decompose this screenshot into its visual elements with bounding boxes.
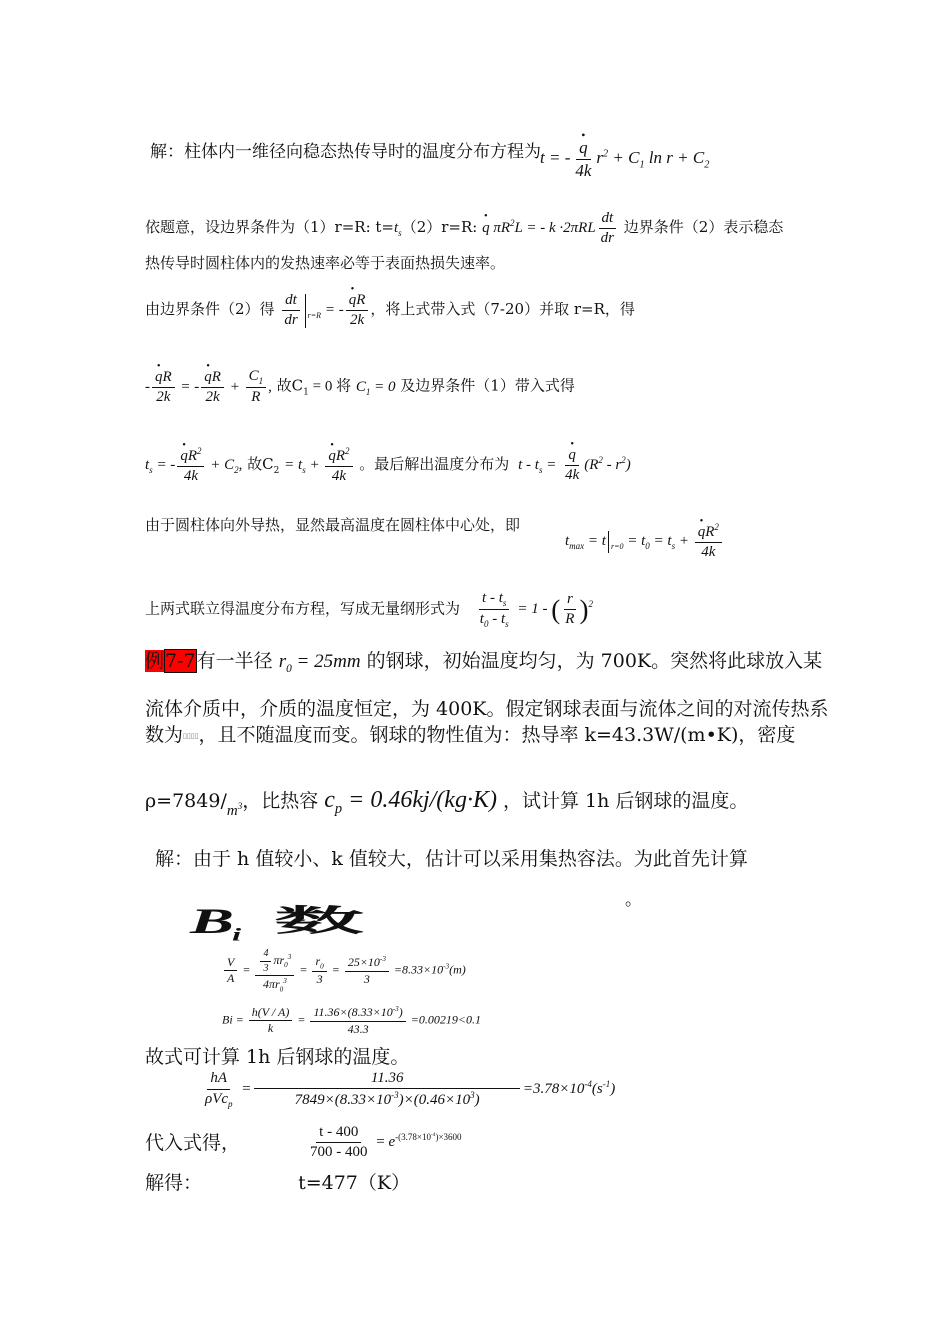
c1-text: 故C (276, 376, 304, 395)
substitute-text: ，将上式带入式（7-20）并取 r=R，得 (370, 300, 635, 319)
example-tag (145, 650, 197, 672)
substitution-label-line (145, 1132, 240, 1155)
bc-explanation-line (145, 254, 505, 272)
ha-result: =3.78×10 (522, 1081, 585, 1098)
example-line-4: $\rho=7849/_{m^3}$，比热容 $c_p = 0.46kj/(kg\cdot K)$ ，试计算 1h 后钢球的温度。 (145, 787, 749, 819)
biot-denominator: 43.3 (347, 1021, 369, 1036)
bc-equation: • q $\pi R^2L$ = - k ·2πRL $\frac{dt}{dr}$ (482, 220, 619, 236)
max-temp-text: 由于圆柱体向外导热，显然最高温度在圆柱体中心处，即 (145, 516, 521, 534)
biot-letter: B (190, 900, 233, 942)
final-solution-text: 。最后解出温度分布为 (359, 455, 510, 474)
biot-result: =0.00219<0.1 (410, 1012, 481, 1027)
boundary-condition-line: 依题意，设边界条件为（1）r=R: $t=t_s(2)r=R$: • q $\pi R^2L$ = - k ·2πRL $\frac{dt}{dr}$ 边界条件（2）表示稳态 (145, 210, 783, 248)
after-text: 故式可计算 1h 后钢球的温度。 (145, 1046, 410, 1068)
biot-symbol (190, 899, 239, 946)
max-temp-line (145, 516, 520, 534)
sub-denominator: 700 - 400 (310, 1144, 368, 1161)
after-text-line (145, 1046, 409, 1069)
radius-expression: $r_0 = 25mm$ (278, 651, 361, 675)
heat-capacity-equation: $c_p = 0.46kj/(kg\cdot K)$ (324, 787, 497, 817)
va-unit: (m) (449, 962, 466, 977)
ha-denominator: 7849×(8.33×10 (294, 1092, 392, 1109)
example-tag-label: 例 (145, 650, 165, 672)
max-temp-equation: $t_{max} = t$ $_{r=0} = t_0 = t_s$ + • $\frac{qR^2}{4k}$ (565, 522, 724, 562)
heat-capacity-label: ，比热容 (242, 790, 319, 812)
va-result: =8.33×10 (393, 962, 444, 977)
dimensionless-text: 上两式联立得温度分布方程，写成无量纲形式为 (145, 599, 461, 618)
from-bc2-text: 由边界条件（2）得 (145, 300, 275, 319)
solution-line-1 (155, 848, 748, 871)
bc-text-2: （2）r=R: (401, 218, 478, 237)
answer-value: t=477（K） (298, 1172, 411, 1194)
biot-shu: 数 (274, 903, 365, 939)
answer-line (145, 1172, 410, 1195)
biot-numerator: 11.36×(8.33×10 (313, 1005, 393, 1019)
ha-equation: $\frac{hA}{\rho Vc_p}$ = $\frac{11.36}{7849\times(8.33\times 10^{-3})\times(0.46\times 10^3)}$ $=3.78\times 10^{-4}(s^{-1})$ (205, 1070, 616, 1109)
bc-explanation: 热传导时圆柱体内的发热速率必等于表面热损失速率。 (145, 254, 506, 272)
bc-text-3: 边界条件（2）表示稳态 (623, 218, 784, 237)
bc1-text: 及边界条件（1）带入式得 (400, 376, 575, 395)
substitution-equation: $\frac{t - 400}{700 - 400}$ = $e^{-(3.78\times 10^{-4})\times 3600}$ (305, 1124, 462, 1162)
jiang-text: 将 (336, 376, 352, 395)
c2-line: $t_s$ = - • $\frac{qR^2}{4k}$ + $C_2$, 故$C_2 = t_s$ + • $\frac{qR^2}{4k}$ 。最后解出温度分布为 t - $t_s$ = • $\frac{q}{4k}$ $(R^2 - r^2)$ (145, 446, 631, 486)
example-text-3a: 数为 (145, 724, 184, 746)
example-text-2: 流体介质中，介质的温度恒定，为 400K。假定钢球表面与流体之间的对流传热系 (145, 698, 829, 720)
sub-numerator: t - 400 (316, 1124, 361, 1143)
intro-line (150, 142, 541, 162)
derivative-at-r-equation: $\frac{dt}{dr}$ $_{r=R}$ = - • $\frac{qR}{2k}$ (279, 302, 370, 318)
example-tag-number: 7-7 (165, 650, 196, 672)
example-text-4c: ，试计算 1h 后钢球的温度。 (503, 790, 749, 812)
solution-text-1: 解：由于 h 值较小、k 值较大，估计可以采用集热容法。为此首先计算 (155, 848, 748, 870)
bc-text-1: 依题意，设边界条件为（1）r=R: t= (145, 218, 394, 237)
example-text-1b: 的钢球，初始温度均匀，为 700K。突然将此球放入某 (366, 650, 823, 672)
volume-area-equation: $\frac{V}{A}$ = $\frac{4}{3}$ $\pi r_0^3$ $4\pi r_0^3$ = $\frac{r_0}{3}$ = $\frac{25\times 10^{-3}}{3}$ $=8.33\times 10^{-3}(m)$ (222, 948, 466, 994)
from-bc2-line (145, 292, 635, 330)
c2-text: 故C (247, 455, 274, 474)
broken-image-placeholder: ▯▯▯▯ (183, 731, 199, 740)
biot-equation: Bi = $\frac{h(V / A)}{k}$ = $\frac{11.36\times(8.33\times 10^{-3})}{43.3}$ =0.00219<0.1 (222, 1004, 481, 1036)
density-text: ρ=7849/ (145, 790, 227, 812)
dimensionless-equation: $\frac{t - t_s}{t_0 - t_s}$ = 1 - ( $\frac{r}{R}$ )$^2$ (479, 590, 593, 630)
c2-equation: $t_s$ = - • $\frac{qR^2}{4k}$ + $C_2$, (145, 457, 242, 473)
biot-number-banner (190, 880, 365, 946)
temp-distribution-equation: t = - • $\frac{q}{4k}$ $r^2 + C_1$ $\ln r + C_2$ (540, 138, 709, 180)
substitution-label: 代入式得， (145, 1132, 241, 1154)
final-distribution-equation: t - $t_s$ = • $\frac{q}{4k}$ $(R^2 - r^2)$ (518, 457, 631, 473)
c1-line: - • $\frac{qR}{2k}$ = - • $\frac{qR}{2k}$ + $\frac{C_1}{R}$ , 故$C_1 = 0$ 将 $C_1 = 0$ 及边界条件（1）带入式得 (145, 368, 575, 407)
example-line-3 (145, 724, 795, 747)
example-line-1 (145, 650, 822, 676)
biot-period (625, 890, 642, 910)
answer-label: 解得： (145, 1172, 203, 1194)
example-text-3b: ，且不随温度而变。钢球的物性值为：热导率 k=43.3W/(m•K)，密度 (198, 724, 796, 746)
biot-period-text: 。 (625, 890, 642, 910)
example-text-1a: 有一半径 (196, 650, 273, 672)
c1-equation: - • $\frac{qR}{2k}$ = - • $\frac{qR}{2k}$ + $\frac{C_1}{R}$ , (145, 379, 272, 395)
biot-subscript: i (232, 925, 240, 946)
ha-numerator: 11.36 (254, 1070, 520, 1089)
intro-text: 解：柱体内一维径向稳态热传导时的温度分布方程为 (150, 142, 541, 162)
example-line-2 (145, 698, 829, 721)
dimensionless-line (145, 590, 593, 630)
